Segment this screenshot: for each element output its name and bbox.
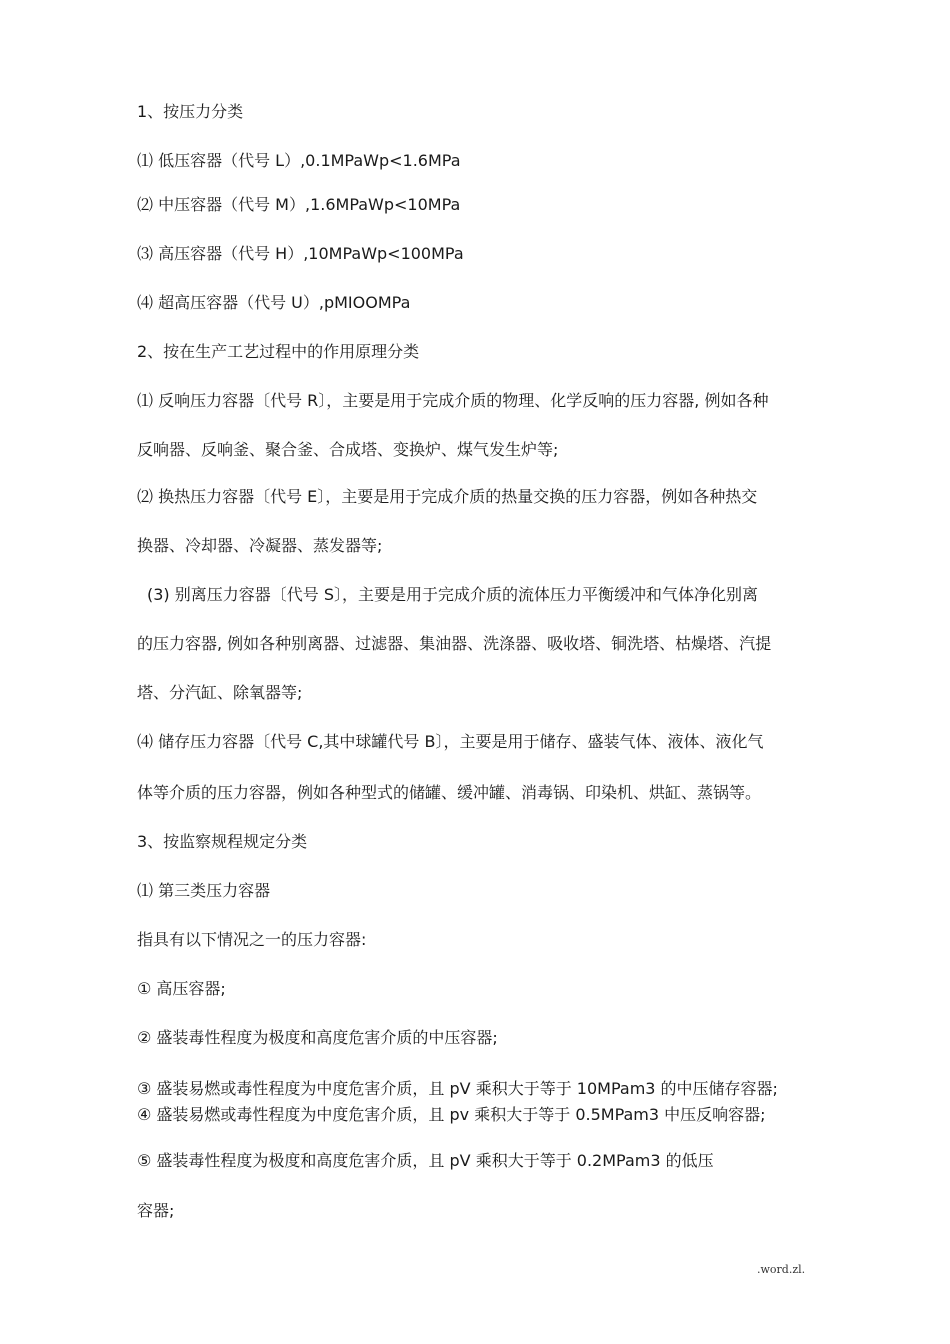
list-item: ⑴ 低压容器（代号 L）,0.1MPaWp<1.6MPa (137, 151, 461, 170)
paragraph-line: 的压力容器, 例如各种别离器、过滤器、集油器、洗涤器、吸收塔、铜洗塔、枯燥塔、汽提 (137, 634, 772, 653)
paragraph-line: 塔、分汽缸、除氧器等; (137, 683, 303, 702)
paragraph-line: 容器; (137, 1201, 175, 1220)
list-item: ⑶ 高压容器（代号 H）,10MPaWp<100MPa (137, 244, 464, 263)
paragraph-line: 反响器、反响釜、聚合釜、合成塔、变换炉、煤气发生炉等; (137, 440, 559, 459)
list-item: ⑷ 超高压容器（代号 U）,pMIOOMPa (137, 293, 411, 312)
list-item: ⑤ 盛装毒性程度为极度和高度危害介质，且 pV 乘积大于等于 0.2MPam3 的低压 (137, 1151, 714, 1170)
list-item: ④ 盛装易燃或毒性程度为中度危害介质，且 pv 乘积大于等于 0.5MPam3 中压反响容器; (137, 1105, 766, 1124)
section-heading-2: 2、按在生产工艺过程中的作用原理分类 (137, 342, 420, 361)
section-heading-3: 3、按监察规程规定分类 (137, 832, 308, 851)
paragraph-line: 体等介质的压力容器，例如各种型式的储罐、缓冲罐、消毒锅、印染机、烘缸、蒸锅等。 (137, 783, 762, 802)
paragraph-line: 换器、冷却器、冷凝器、蒸发器等; (137, 536, 383, 555)
list-item: ① 高压容器; (137, 979, 226, 998)
paragraph-line: ⑷ 储存压力容器〔代号 C,其中球罐代号 B〕，主要是用于储存、盛装气体、液体、液化气 (137, 732, 764, 751)
paragraph-line: (3) 别离压力容器〔代号 S〕，主要是用于完成介质的流体压力平衡缓冲和气体净化别离 (147, 585, 758, 604)
list-item: ⑴ 第三类压力容器 (137, 881, 271, 900)
list-item: ③ 盛装易燃或毒性程度为中度危害介质，且 pV 乘积大于等于 10MPam3 的中压储存容器; (137, 1079, 778, 1098)
list-item: ⑵ 中压容器（代号 M）,1.6MPaWp<10MPa (137, 195, 461, 214)
paragraph-line: ⑴ 反响压力容器〔代号 R〕，主要是用于完成介质的物理、化学反响的压力容器, 例如各种 (137, 391, 769, 410)
paragraph-line: ⑵ 换热压力容器〔代号 E〕，主要是用于完成介质的热量交换的压力容器，例如各种热交 (137, 487, 758, 506)
paragraph-line: 指具有以下情况之一的压力容器: (137, 930, 367, 949)
section-heading-1: 1、按压力分类 (137, 102, 244, 121)
page-footer: .word.zl. (757, 1263, 806, 1276)
list-item: ② 盛装毒性程度为极度和高度危害介质的中压容器; (137, 1028, 498, 1047)
